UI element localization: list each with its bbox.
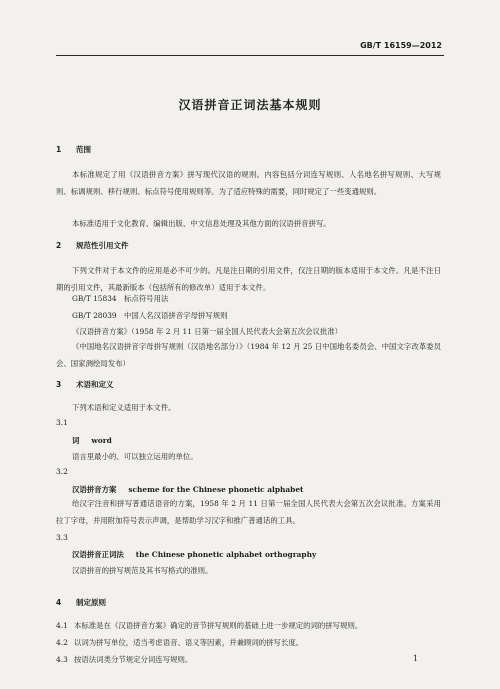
section-1-heading: [56, 144, 91, 155]
reference-item: GB/T 28039 中国人名汉语拼音字母拼写规则: [72, 311, 228, 320]
item-text: 本标准是在《汉语拼音方案》确定的音节拼写规则的基础上进一步规定的词的拼写规则。: [74, 621, 363, 630]
reference-item: 《中国地名汉语拼音字母拼写规则（汉语地名部分）》（1984 年 12 月 25 日中国地名委员会、中国文字改革委员会、国家测绘局发布）: [56, 342, 441, 368]
item-text: 以词为拼写单位，适当考虑语音、语义等因素，并兼顾词的拼写长度。: [74, 638, 304, 647]
term-zh: 汉语拼音正词法: [72, 550, 124, 559]
term-definition: 语言里最小的、可以独立运用的单位。: [72, 452, 198, 461]
section-title: 术语和定义: [76, 380, 114, 389]
term-definition: 汉语拼音的拼写规范及其书写格式的准则。: [72, 566, 213, 575]
term-number: 3.3: [56, 533, 68, 542]
standard-code: GB/T 16159—2012: [360, 41, 442, 50]
term-heading: [72, 484, 303, 495]
header-rule: [56, 55, 444, 56]
term-heading: [72, 549, 316, 560]
section-number: 4: [56, 598, 62, 607]
reference-item: GB/T 15834 标点符号用法: [72, 294, 169, 303]
principle-item: [56, 637, 303, 648]
term-en: word: [91, 436, 112, 445]
section-1-paragraph-2: 本标准适用于文化教育、编辑出版、中文信息处理及其他方面的汉语拼音拼写。: [72, 219, 331, 228]
term-en: the Chinese phonetic alphabet orthography: [135, 550, 317, 559]
section-title: 规范性引用文件: [76, 241, 129, 250]
section-4-heading: [56, 597, 106, 608]
term-heading: [72, 435, 112, 446]
principle-item: [56, 620, 362, 631]
term-definition: 给汉字注音和拼写普通话语音的方案，1958 年 2 月 11 日第一届全国人民代表大会第五次会议批准。方案采用拉丁字母，并用附加符号表示声调，是帮助学习汉字和推广普通话的工具。: [56, 499, 441, 525]
item-text: 按语法词类分节规定分词连写规则。: [74, 655, 193, 664]
document-title: 汉语拼音正词法基本规则: [178, 98, 322, 112]
section-title: 范围: [76, 145, 91, 154]
item-number: 4.2: [56, 638, 68, 647]
principle-item: [56, 654, 192, 665]
term-number: 3.1: [56, 418, 68, 427]
section-2-intro: 下列文件对于本文件的应用是必不可少的。凡是注日期的引用文件，仅注日期的版本适用于本文件。凡是不注日期的引用文件，其最新版本（包括所有的修改单）适用于本文件。: [56, 266, 441, 292]
item-number: 4.3: [56, 655, 68, 664]
section-3-heading: [56, 379, 114, 390]
term-number: 3.2: [56, 467, 68, 476]
reference-item: 《汉语拼音方案》（1958 年 2 月 11 日第一届全国人民代表大会第五次会议批准）: [72, 327, 343, 336]
term-en: scheme for the Chinese phonetic alphabet: [128, 485, 304, 494]
term-zh: 汉语拼音方案: [72, 485, 117, 494]
section-1-paragraph-1: 本标准规定了用《汉语拼音方案》拼写现代汉语的规则。内容包括分词连写规则、人名地名拼写规则、大写规则、标调规则、移行规则、标点符号使用规则等。为了适应特殊的需要，同时规定了一些变通规则。: [56, 170, 441, 196]
section-number: 3: [56, 380, 62, 389]
section-2-heading: [56, 240, 129, 251]
section-3-intro: 下列术语和定义适用于本文件。: [72, 403, 176, 412]
term-zh: 词: [72, 436, 80, 445]
section-title: 制定原则: [76, 598, 106, 607]
page-number: 1: [412, 654, 418, 663]
section-number: 1: [56, 145, 62, 154]
section-number: 2: [56, 241, 62, 250]
item-number: 4.1: [56, 621, 68, 630]
